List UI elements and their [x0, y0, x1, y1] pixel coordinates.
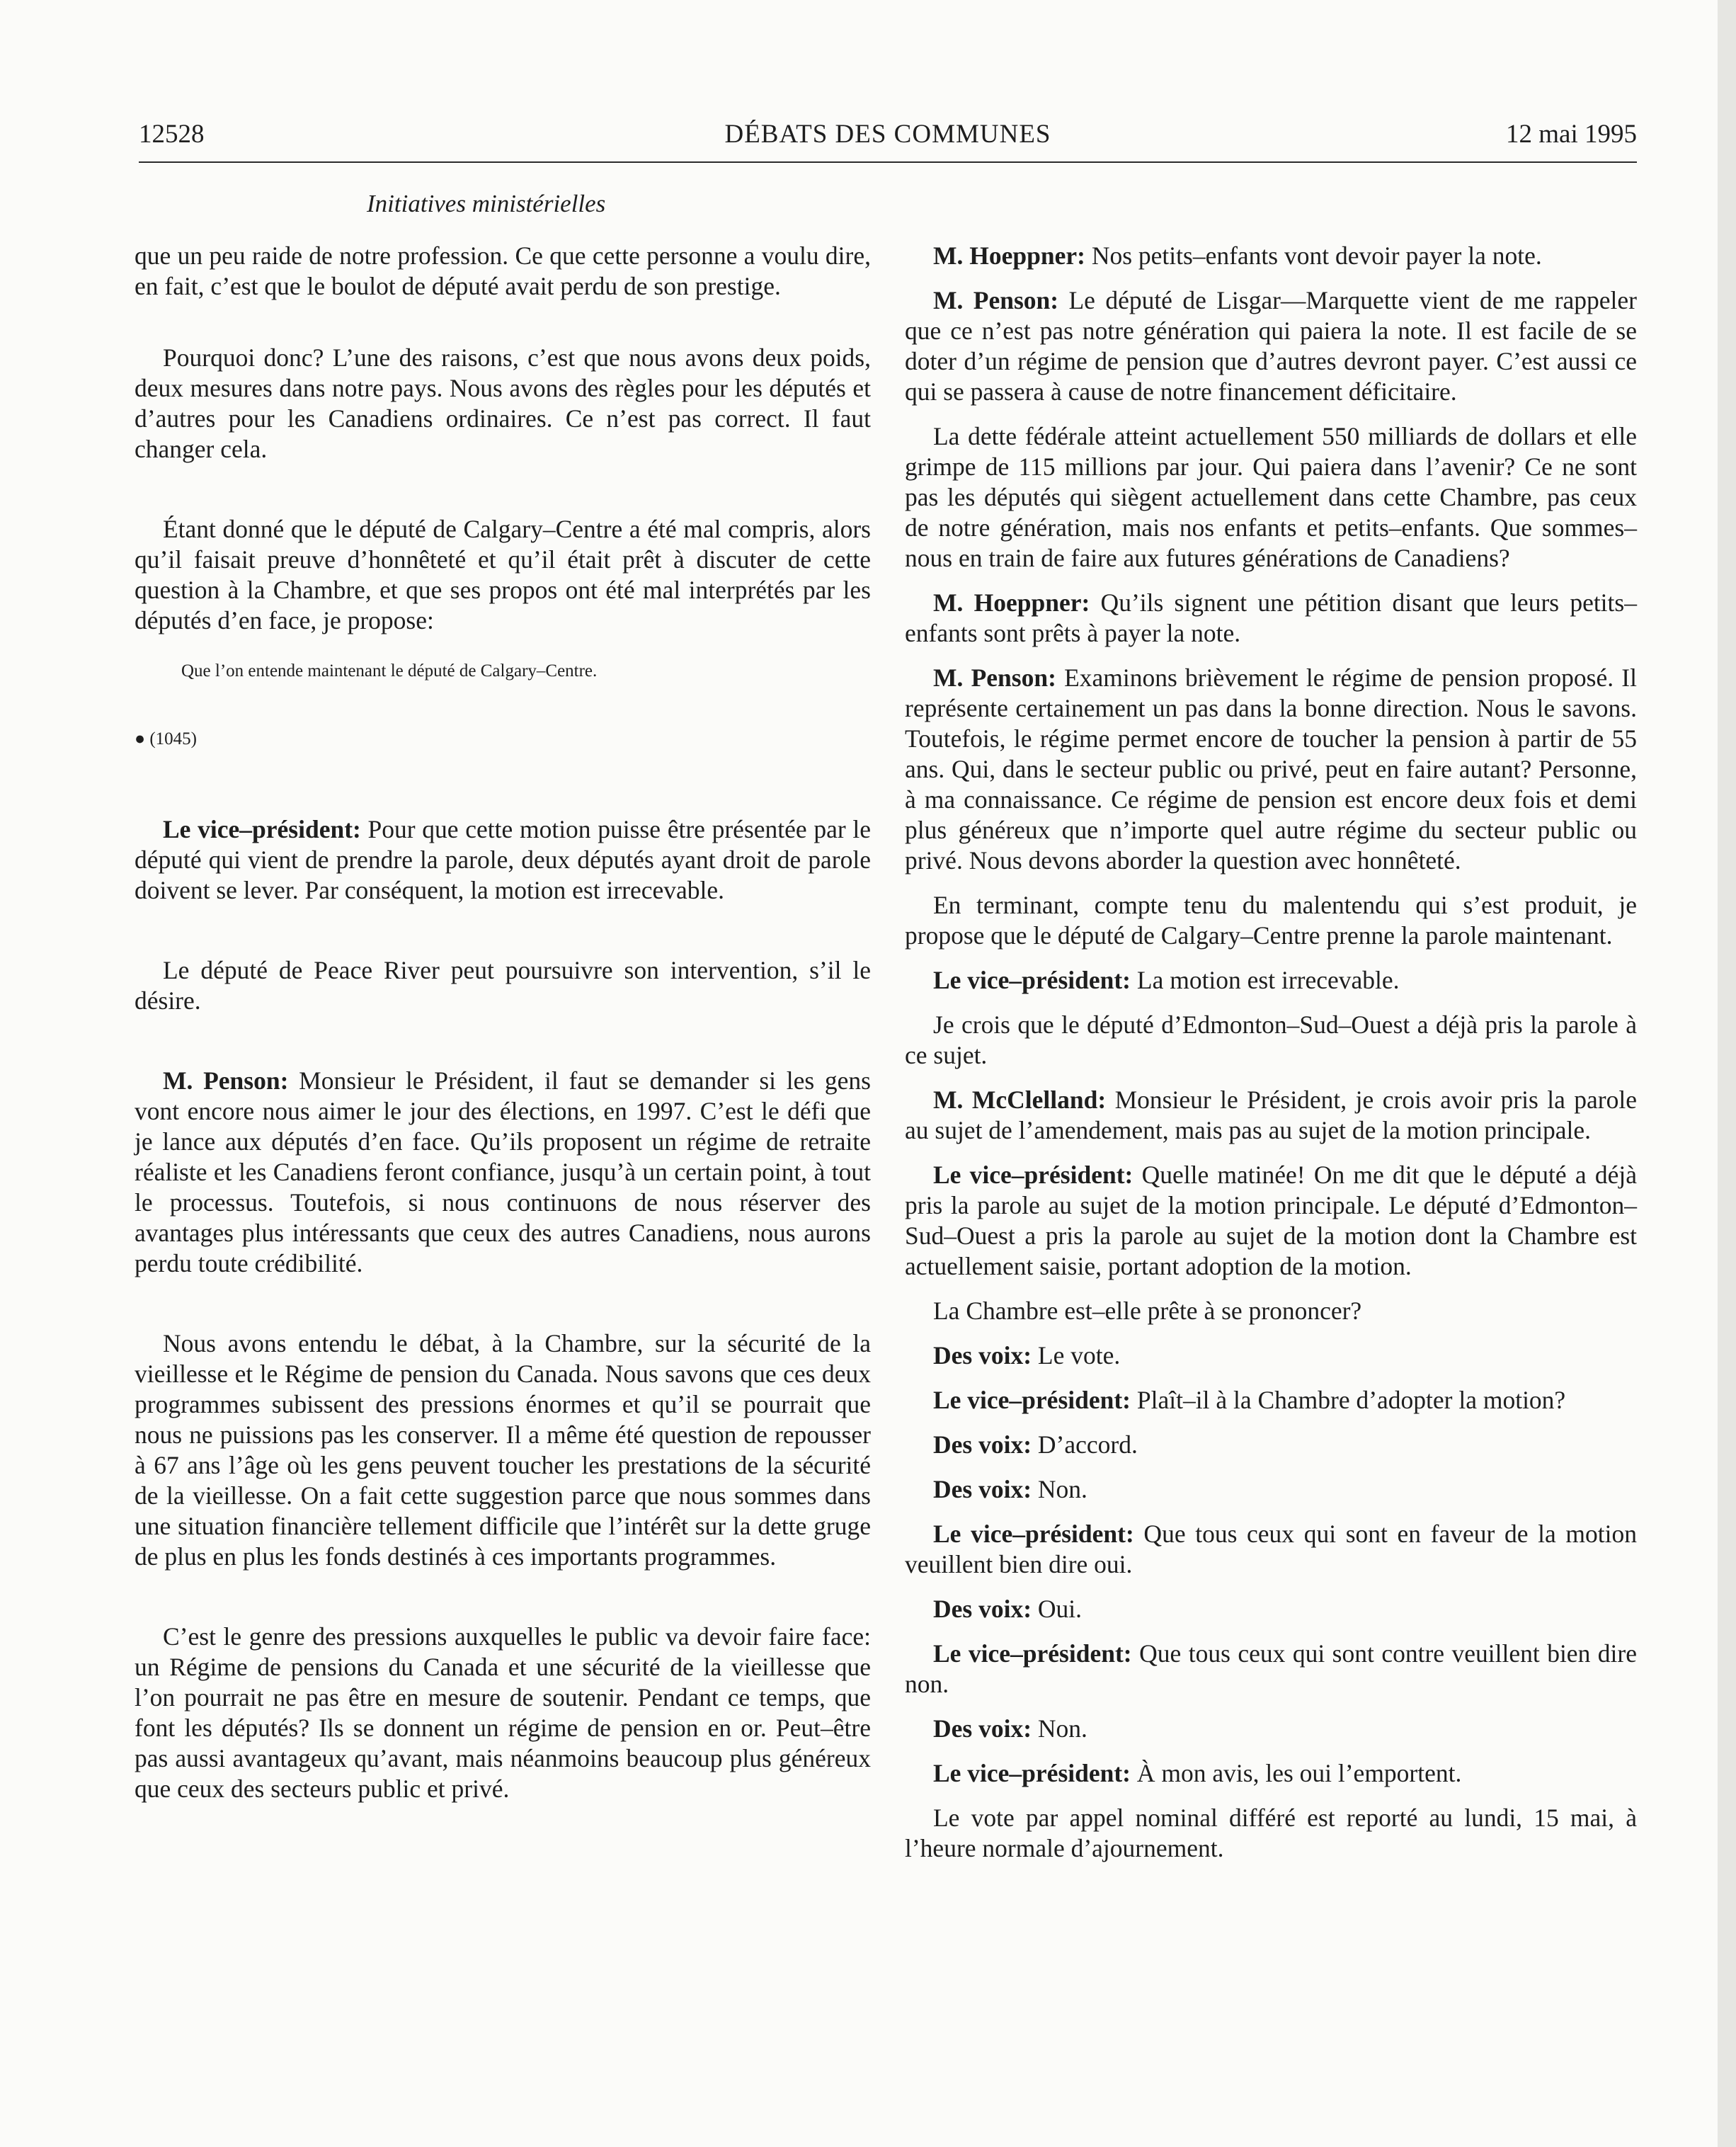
speaker-name: M. McClelland: — [933, 1086, 1107, 1114]
motion-quote: Que l’on entende maintenant le député de Calgary–Centre. — [181, 661, 598, 680]
speaker-name: M. Hoeppner: — [933, 588, 1090, 617]
paragraph — [905, 1519, 1637, 1580]
page-date: 12 mai 1995 — [1506, 120, 1637, 149]
publication-title: DÉBATS DES COMMUNES — [724, 120, 1051, 149]
paragraph — [905, 1340, 1637, 1371]
section-title: Initiatives ministérielles — [367, 190, 606, 217]
speech-text: Non. — [1032, 1475, 1087, 1503]
paragraph: Le vote par appel nominal différé est reporté au lundi, 15 mai, à l’heure normale d’ajournement. — [905, 1804, 1637, 1862]
speaker-name: Le vice–président: — [933, 1639, 1132, 1668]
speaker-name: M. Penson: — [163, 1066, 289, 1095]
speech-text: À mon avis, les oui l’emportent. — [1131, 1759, 1462, 1787]
paragraph: En terminant, compte tenu du malentendu qui s’est produit, je propose que le député de Calgary–Centre prenne la parole maintenant. — [905, 891, 1637, 950]
paragraph — [135, 814, 871, 906]
paragraph — [905, 1594, 1637, 1624]
speaker-name: M. Hoeppner: — [933, 241, 1085, 270]
speaker-name: Des voix: — [933, 1341, 1032, 1369]
speech-text: La motion est irrecevable. — [1131, 966, 1400, 994]
page-edge — [1718, 0, 1736, 2147]
paragraph: Nous avons entendu le débat, à la Chambre, sur la sécurité de la vieillesse et le Régime de pension du Canada. Nous savons que ces deux programmes subissent des pressions énormes et qu’il se pourrait que nous ne puissions pas les conserver. Il a même été question de repousser à 67 ans l’âge où les gens peuvent toucher les prestations de la sécurité de la vieillesse. On a fait cette suggestion parce que nous sommes dans une situation financière tellement difficile que l’intérêt sur la dette gruge de plus en plus les fonds destinés à ces importants programmes. — [135, 1329, 871, 1571]
paragraph — [905, 1714, 1637, 1744]
paragraph: Le député de Peace River peut poursuivre son intervention, s’il le désire. — [135, 956, 871, 1015]
paragraph — [905, 1639, 1637, 1699]
paragraph — [905, 241, 1637, 271]
speech-text: Pour que cette motion puisse être présentée par le député qui vient de prendre la parole, deux députés ayant droit de parole doivent se lever. Par conséquent, la motion est irrecevable. — [135, 815, 871, 904]
speaker-name: Le vice–président: — [933, 1386, 1131, 1414]
speaker-name: Le vice–président: — [163, 815, 361, 843]
page-header — [139, 119, 1637, 159]
paragraph — [905, 285, 1637, 407]
time-marker: ● (1045) — [135, 729, 198, 748]
paragraph — [905, 588, 1637, 649]
speaker-name: Le vice–président: — [933, 966, 1131, 994]
speaker-name: M. Penson: — [933, 664, 1056, 692]
paragraph: que un peu raide de notre profession. Ce que cette personne a voulu dire, en fait, c’est que le boulot de député avait perdu de son prestige. — [135, 241, 871, 300]
paragraph — [905, 1385, 1637, 1416]
paragraph: La Chambre est–elle prête à se prononcer? — [933, 1297, 1362, 1325]
speaker-name: Des voix: — [933, 1595, 1032, 1623]
paragraph — [905, 1160, 1637, 1282]
speech-text: Plaît–il à la Chambre d’adopter la motion? — [1131, 1386, 1566, 1414]
left-column — [135, 241, 871, 1804]
speaker-name: Des voix: — [933, 1475, 1032, 1503]
speech-text: Quelle matinée! On me dit que le député a déjà pris la parole au sujet de la motion principale. Le député d’Edmonton–Sud–Ouest a pris la parole au sujet de la motion dont la Chambre est actuellement saisie, portant adoption de la motion. — [905, 1161, 1637, 1280]
speaker-name: Le vice–président: — [933, 1759, 1131, 1787]
speech-text: Monsieur le Président, je crois avoir pris la parole au sujet de l’amendement, mais pas au sujet de la motion principale. — [905, 1086, 1637, 1144]
paragraph — [135, 1066, 871, 1279]
speech-text: Oui. — [1032, 1595, 1083, 1623]
speaker-name: Le vice–président: — [933, 1161, 1133, 1189]
paragraph — [905, 965, 1637, 996]
paragraph: C’est le genre des pressions auxquelles le public va devoir faire face: un Régime de pensions du Canada et une sécurité de la vieillesse que l’on pourrait ne pas être en mesure de soutenir. Pendant ce temps, que font les députés? Ils se donnent un régime de pension en or. Peut–être pas aussi avantageux qu’avant, mais néanmoins beaucoup plus généreux que ceux des secteurs public et privé. — [135, 1622, 871, 1803]
speech-text: Que tous ceux qui sont contre veuillent bien dire non. — [905, 1639, 1637, 1698]
paragraph — [905, 1085, 1637, 1146]
paragraph — [905, 1474, 1637, 1505]
paragraph: Étant donné que le député de Calgary–Centre a été mal compris, alors qu’il faisait preuve d’honnêteté et qu’il était prêt à discuter de cette question à la Chambre, et que ses propos ont été mal interprétés par les députés d’en face, je propose: — [135, 515, 871, 634]
paragraph: La dette fédérale atteint actuellement 550 milliards de dollars et elle grimpe de 115 millions par jour. Qui paiera dans l’avenir? Ce ne sont pas les députés qui siègent actuellement dans cette Chambre, pas ceux de notre génération, mais nos enfants et petits–enfants. Que sommes–nous en train de faire aux futures générations de Canadiens? — [905, 422, 1637, 572]
speech-text: Qu’ils signent une pétition disant que leurs petits–enfants sont prêts à payer la note. — [905, 588, 1637, 647]
speech-text: D’accord. — [1032, 1430, 1138, 1459]
header-rule — [139, 161, 1637, 163]
speech-text: Non. — [1032, 1714, 1087, 1743]
speech-text: Le député de Lisgar—Marquette vient de me rappeler que ce n’est pas notre génération qui paiera la note. Il est facile de se doter d’un régime de pension que d’autres devront payer. C’est aussi ce qui se passera à cause de notre financement déficitaire. — [905, 286, 1637, 406]
paragraph: Je crois que le député d’Edmonton–Sud–Ouest a déjà pris la parole à ce sujet. — [905, 1010, 1637, 1069]
speech-text: Le vote. — [1032, 1341, 1121, 1369]
speech-text: Que tous ceux qui sont en faveur de la motion veuillent bien dire oui. — [905, 1520, 1637, 1578]
speech-text: Examinons brièvement le régime de pension proposé. Il représente certainement un pas dans la bonne direction. Nous le savons. Toutefois, le régime permet encore de toucher la pension à partir de 55 ans. Qui, dans le secteur public ou privé, peut en faire autant? Personne, à ma connaissance. Ce régime de pension est encore deux fois et demi plus généreux que n’importe quel autre régime du secteur public ou privé. Nous devons aborder la question avec honnêteté. — [905, 664, 1637, 875]
speaker-name: M. Penson: — [933, 286, 1059, 314]
paragraph: Pourquoi donc? L’une des raisons, c’est que nous avons deux poids, deux mesures dans notre pays. Nous avons des règles pour les députés et d’autres pour les Canadiens ordinaires. Ce n’est pas correct. Il faut changer cela. — [135, 343, 871, 463]
paragraph — [905, 1758, 1637, 1789]
speech-text: Nos petits–enfants vont devoir payer la note. — [1085, 241, 1542, 270]
paragraph — [905, 1430, 1637, 1460]
right-column — [905, 241, 1637, 1864]
speech-text: Monsieur le Président, il faut se demander si les gens vont encore nous aimer le jour des élections, en 1997. C’est le défi que je lance aux députés d’en face. Qu’ils proposent un régime de retraite réaliste et les Canadiens feront confiance, jusqu’à un certain point, à tout le processus. Toutefois, si nous continuons de nous réserver des avantages plus intéressants que ceux des autres Canadiens, nous aurons perdu toute crédibilité. — [135, 1066, 871, 1277]
speaker-name: Des voix: — [933, 1714, 1032, 1743]
speaker-name: Le vice–président: — [933, 1520, 1134, 1548]
page-number: 12528 — [139, 120, 205, 149]
speaker-name: Des voix: — [933, 1430, 1032, 1459]
paragraph — [905, 663, 1637, 876]
